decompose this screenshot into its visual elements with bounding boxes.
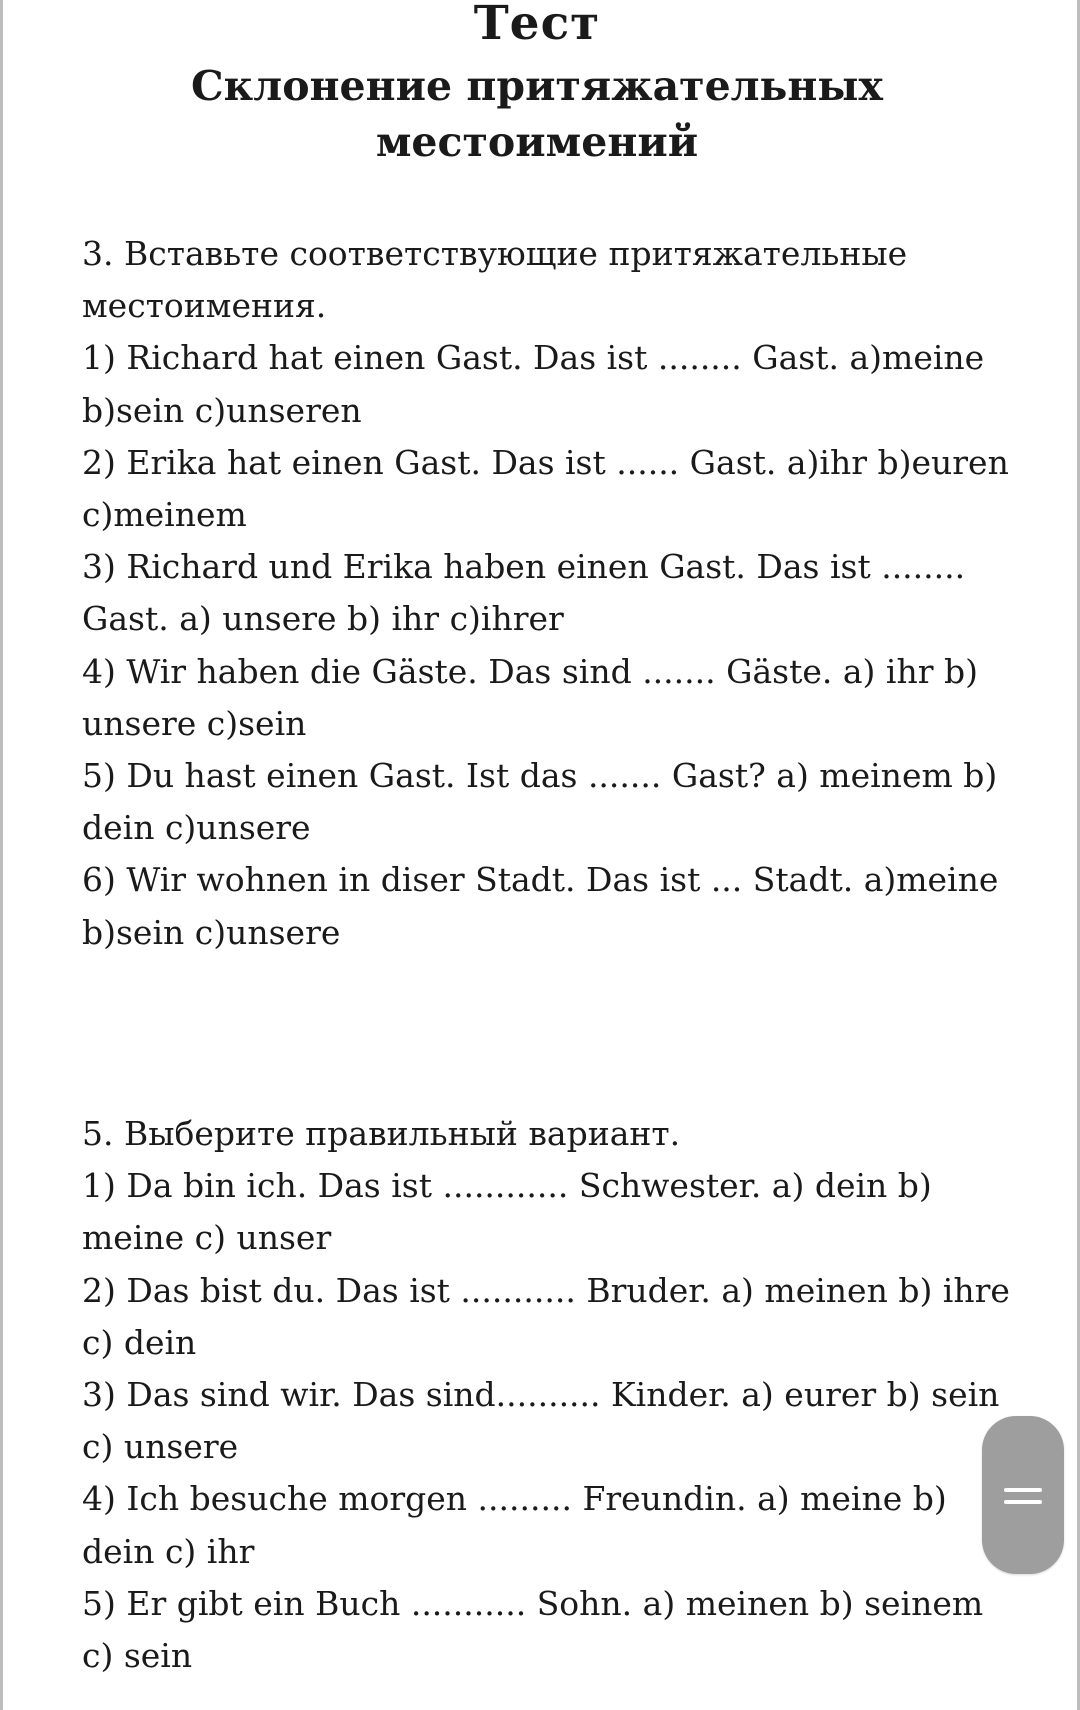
- exercise-5-item-2-cont: c) dein: [82, 1322, 197, 1362]
- exercise-3-heading: 3. Вставьте соответствующие притяжательные: [82, 234, 908, 273]
- exercise-3-heading-cont: местоимения.: [82, 286, 327, 326]
- exercise-3-item-2: 2) Erika hat einen Gast. Das ist ...... Gast. a)ihr b)euren: [82, 442, 1009, 482]
- exercise-3-item-6: 6) Wir wohnen in diser Stadt. Das ist ... Stadt. a)meine: [82, 860, 999, 900]
- drag-handle-icon: [1004, 1500, 1042, 1504]
- subtitle-line-1: Склонение притяжательных: [191, 62, 883, 110]
- scroll-handle[interactable]: [982, 1416, 1064, 1574]
- exercise-3-item-3: 3) Richard und Erika haben einen Gast. Das ist ........: [82, 547, 966, 587]
- exercise-3-item-3-cont: Gast. a) unsere b) ihr c)ihrer: [82, 599, 564, 639]
- exercise-5-item-4: 4) Ich besuche morgen ......... Freundin. a) meine b): [82, 1479, 947, 1519]
- exercise-5-item-1: 1) Da bin ich. Das ist ............ Schwester. a) dein b): [82, 1166, 932, 1206]
- exercise-3-item-5-cont: dein c)unsere: [82, 808, 311, 848]
- exercise-5-heading: 5. Выберите правильный вариант.: [82, 1114, 681, 1153]
- exercise-5-item-3: 3) Das sind wir. Das sind.......... Kinder. a) eurer b) sein: [82, 1375, 1000, 1415]
- document-subtitle: [82, 58, 992, 170]
- exercise-3-item-4: 4) Wir haben die Gäste. Das sind ....... Gäste. a) ihr b): [82, 651, 978, 691]
- drag-handle-icon: [1004, 1488, 1042, 1492]
- exercise-3-item-6-cont: b)sein c)unsere: [82, 912, 341, 952]
- page-left-border: [0, 0, 3, 1710]
- exercise-5-item-5-cont: c) sein: [82, 1636, 193, 1676]
- document-title: Тест: [473, 0, 601, 51]
- exercise-3-item-4-cont: unsere c)sein: [82, 703, 307, 743]
- exercise-5-item-2: 2) Das bist du. Das ist ........... Bruder. a) meinen b) ihre: [82, 1270, 1010, 1310]
- exercise-5-item-5: 5) Er gibt ein Buch ........... Sohn. a) meinen b) seinem: [82, 1583, 984, 1623]
- subtitle-line-2: местоимений: [375, 118, 699, 166]
- exercise-3-item-5: 5) Du hast einen Gast. Ist das ....... Gast? a) meinem b): [82, 756, 998, 796]
- exercise-5-item-1-cont: meine c) unser: [82, 1218, 332, 1258]
- exercise-5-item-4-cont: dein c) ihr: [82, 1531, 255, 1571]
- exercise-3-item-1: 1) Richard hat einen Gast. Das ist ........ Gast. a)meine: [82, 338, 985, 378]
- exercise-3-item-2-cont: c)meinem: [82, 495, 247, 535]
- exercise-3: [82, 228, 1012, 959]
- exercise-5-item-3-cont: c) unsere: [82, 1427, 239, 1467]
- exercise-5: [82, 1108, 1012, 1682]
- exercise-3-item-1-cont: b)sein c)unseren: [82, 390, 362, 430]
